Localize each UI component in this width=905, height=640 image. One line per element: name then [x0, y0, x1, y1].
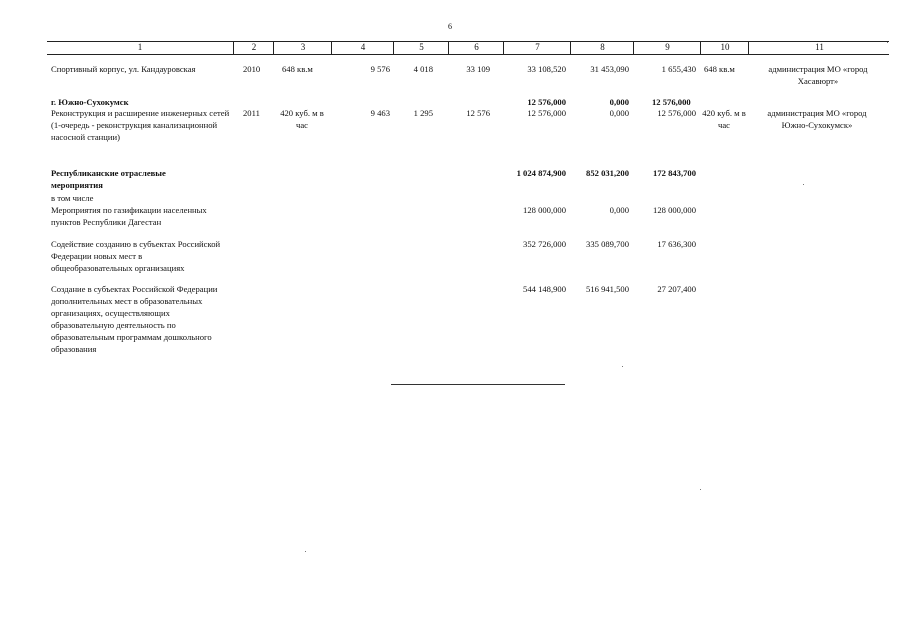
row-c5: 4 018: [413, 64, 433, 74]
header-col-9: 9: [633, 41, 701, 54]
row-c10: 648 кв.м: [704, 64, 735, 74]
scan-speck: [887, 42, 888, 43]
scan-speck: [803, 184, 804, 185]
row-name: г. Южно-Сухокумск: [51, 97, 129, 107]
row-c9: 128 000,000: [653, 205, 696, 215]
row-name: Мероприятия по газификации населенных пунктов Республики Дагестан: [51, 205, 207, 227]
row-year: 2010: [243, 64, 261, 74]
header-col-6: 6: [448, 41, 504, 54]
row-c7: 1 024 874,900: [516, 168, 566, 178]
row-c6: 12 576: [466, 108, 490, 118]
row-name: Содействие созданию в субъектах Российской Федерации новых мест в общеобразовательных организациях: [51, 239, 221, 273]
header-col-5: 5: [393, 41, 449, 54]
header-col-11: 11: [748, 41, 890, 54]
row-c8: 0,000: [609, 108, 629, 118]
row-c8: 516 941,500: [586, 284, 629, 294]
row-c11: администрация МО «город Южно-Сухокумск»: [767, 108, 867, 130]
row-c9: 27 207,400: [657, 284, 696, 294]
row-c7: 12 576,000: [527, 108, 566, 118]
row-c4: 9 576: [370, 64, 390, 74]
header-col-10: 10: [700, 41, 749, 54]
header-bottom-rule: [47, 54, 889, 55]
row-c11: администрация МО «город Хасавюрт»: [768, 64, 868, 86]
row-c4: 9 463: [370, 108, 390, 118]
row-c5: 1 295: [413, 108, 433, 118]
row-c9: 17 636,300: [657, 239, 696, 249]
row-name: Республиканские отраслевые мероприятия: [51, 168, 166, 190]
header-col-4: 4: [331, 41, 394, 54]
row-c9: 172 843,700: [653, 168, 696, 178]
row-year: 2011: [243, 108, 260, 118]
scan-speck: [700, 489, 701, 490]
row-c7: 33 108,520: [527, 64, 566, 74]
row-c8: 335 089,700: [586, 239, 629, 249]
row-capacity: 648 кв.м: [282, 64, 313, 74]
row-c8: 31 453,090: [590, 64, 629, 74]
header-col-3: 3: [273, 41, 332, 54]
row-name: Создание в субъектах Российской Федерации дополнительных мест в образовательных организациях, осуществляющих образовательную деятельность по образовательным программам дошкольного образования: [51, 284, 218, 354]
header-col-1: 1: [137, 42, 143, 52]
header-col-7: 7: [503, 41, 571, 54]
row-c8: 0,000: [609, 97, 629, 107]
row-c7: 352 726,000: [523, 239, 566, 249]
row-c6: 33 109: [466, 64, 490, 74]
row-c9: 12 576,000: [652, 97, 691, 107]
scan-speck: [305, 551, 306, 552]
row-c8: 0,000: [609, 205, 629, 215]
row-c7: 544 148,900: [523, 284, 566, 294]
row-name: Спортивный корпус, ул. Кандауровская: [51, 64, 196, 74]
row-name: Реконструкция и расширение инженерных сетей (1-очередь - реконструкция канализационной насосной станции): [51, 108, 230, 142]
page-number: 6: [448, 22, 452, 31]
row-c7: 12 576,000: [527, 97, 566, 107]
row-c10: 420 куб. м в час: [702, 108, 746, 130]
row-including-label: в том числе: [51, 193, 94, 203]
row-c9: 1 655,430: [661, 64, 696, 74]
row-capacity: 420 куб. м в час: [280, 108, 324, 130]
header-col-2: 2: [233, 41, 274, 54]
header-col-8: 8: [570, 41, 634, 54]
scan-speck: [622, 366, 623, 367]
closing-rule: [391, 384, 565, 385]
row-c7: 128 000,000: [523, 205, 566, 215]
row-c8: 852 031,200: [586, 168, 629, 178]
row-c9: 12 576,000: [657, 108, 696, 118]
